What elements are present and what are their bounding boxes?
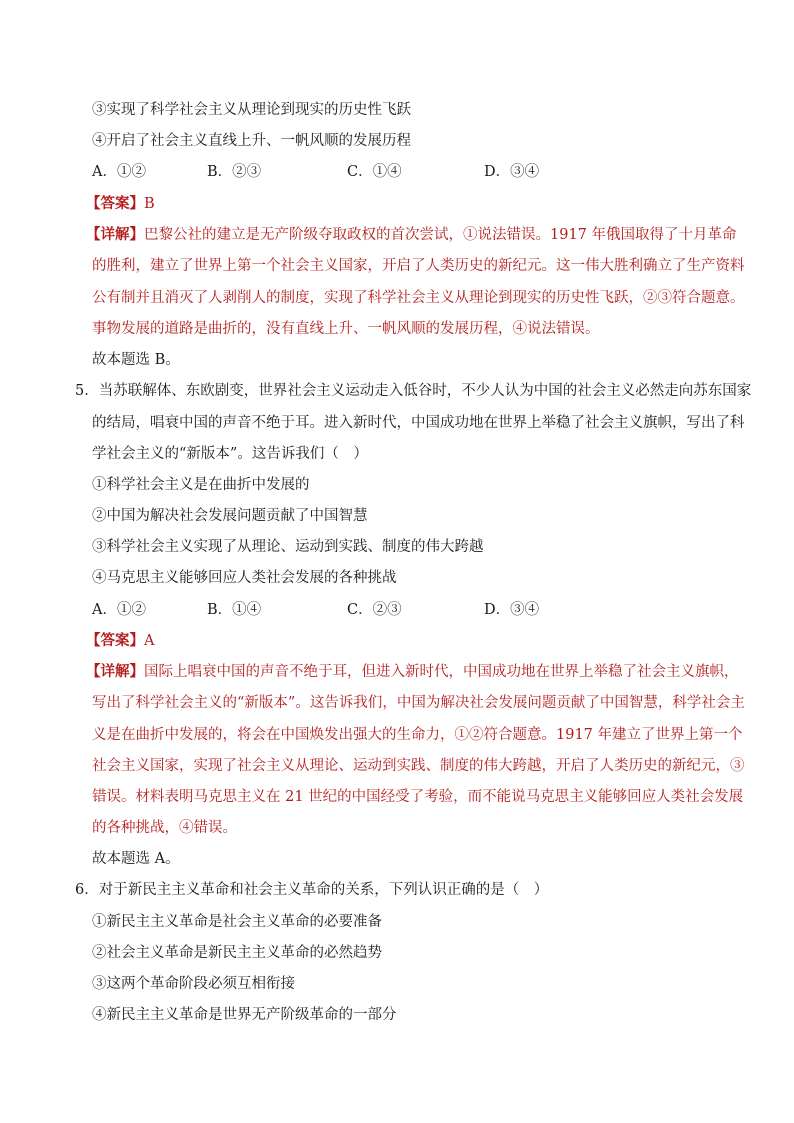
- q4-answer-label: 【答案】: [86, 195, 144, 212]
- q5-item-1: ①科学社会主义是在曲折中发展的: [92, 477, 310, 493]
- q4-options: [92, 162, 564, 182]
- q6-item-1: ①新民主主义革命是社会主义革命的必要准备: [92, 914, 382, 930]
- q4-option-d: D．③④: [484, 164, 540, 180]
- q5-conclusion: 故本题选 A。: [92, 851, 180, 867]
- q5-detail-line-3: 义是在曲折中发展的，将会在中国焕发出强大的生命力，①②符合题意。1917 年建立了世界上第一个: [92, 727, 743, 743]
- q5-stem-line-2: 的结局，唱衰中国的声音不绝于耳。进入新时代，中国成功地在世界上举稳了社会主义旗帜，写出了科: [92, 415, 745, 431]
- q5-answer-label: 【答案】: [86, 632, 144, 649]
- q4-conclusion: 故本题选 B。: [92, 352, 180, 368]
- q4-detail-line-1: [86, 225, 737, 245]
- q5-detail-line-1: [86, 662, 739, 682]
- q4-detail-line-4: 事物发展的道路是曲折的，没有直线上升、一帆风顺的发展历程，④说法错误。: [92, 321, 600, 337]
- q4-detail-text-1: 巴黎公社的建立是无产阶级夺取政权的首次尝试，①说法错误。1917 年俄国取得了十月革命: [144, 227, 737, 243]
- q5-option-b: B．①④: [207, 602, 262, 618]
- q4-item-3: ③实现了科学社会主义从理论到现实的历史性飞跃: [92, 102, 411, 118]
- q4-option-a: A．①②: [92, 164, 146, 180]
- q4-detail-line-2: 的胜利，建立了世界上第一个社会主义国家，开启了人类历史的新纪元。这一伟大胜利确立了生产资料: [92, 258, 745, 274]
- q5-detail-line-4: 社会主义国家，实现了社会主义从理论、运动到实践、制度的伟大跨越，开启了人类历史的新纪元，③: [92, 758, 745, 774]
- q5-item-3: ③科学社会主义实现了从理论、运动到实践、制度的伟大跨越: [92, 539, 484, 555]
- q5-answer-value: A: [144, 633, 155, 649]
- q6-item-3: ③这两个革命阶段必须互相衔接: [92, 976, 295, 992]
- q4-answer: [86, 194, 155, 214]
- q6-stem: 6．对于新民主主义革命和社会主义革命的关系，下列认识正确的是（ ）: [75, 882, 549, 898]
- q4-option-c: C．①④: [347, 164, 402, 180]
- q4-option-b: B．②③: [207, 164, 262, 180]
- q5-options: [92, 600, 564, 620]
- q4-item-4: ④开启了社会主义直线上升、一帆风顺的发展历程: [92, 133, 411, 149]
- q5-stem-line-3: 学社会主义的“新版本”。这告诉我们（ ）: [92, 446, 368, 462]
- q5-item-4: ④马克思主义能够回应人类社会发展的各种挑战: [92, 570, 397, 586]
- q5-item-2: ②中国为解决社会发展问题贡献了中国智慧: [92, 508, 368, 524]
- q4-answer-value: B: [144, 196, 155, 212]
- q5-option-d: D．③④: [484, 602, 540, 618]
- q4-detail-line-3: 公有制并且消灭了人剥削人的制度，实现了科学社会主义从理论到现实的历史性飞跃，②③符合题意。: [92, 290, 745, 306]
- q5-detail-line-5: 错误。材料表明马克思主义在 21 世纪的中国经受了考验，而不能说马克思主义能够回应人类社会发展: [92, 789, 744, 805]
- q5-answer: [86, 631, 154, 651]
- q4-detail-label: 【详解】: [86, 226, 144, 243]
- q5-detail-line-6: 的各种挑战，④错误。: [92, 820, 237, 836]
- q5-option-c: C．②③: [347, 602, 402, 618]
- q5-stem-line-1: 5．当苏联解体、东欧剧变，世界社会主义运动走入低谷时，不少人认为中国的社会主义必然走向苏东国家: [75, 383, 752, 399]
- q5-option-a: A．①②: [92, 602, 146, 618]
- q6-item-4: ④新民主主义革命是世界无产阶级革命的一部分: [92, 1007, 397, 1023]
- q5-detail-label: 【详解】: [86, 663, 144, 680]
- q5-detail-line-2: 写出了科学社会主义的“新版本”。这告诉我们，中国为解决社会发展问题贡献了中国智慧，科学社会主: [92, 695, 745, 711]
- q5-detail-text-1: 国际上唱衰中国的声音不绝于耳，但进入新时代，中国成功地在世界上举稳了社会主义旗帜，: [144, 664, 739, 680]
- q6-item-2: ②社会主义革命是新民主主义革命的必然趋势: [92, 945, 382, 961]
